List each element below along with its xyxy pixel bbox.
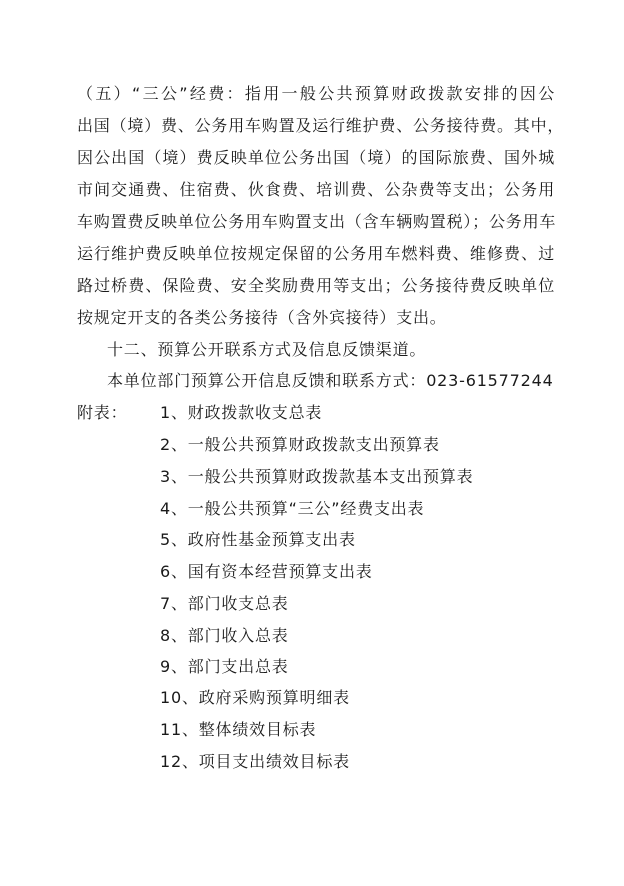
paragraph-line: 市间交通费、住宿费、伙食费、培训费、公杂费等支出；公务用 xyxy=(77,180,555,199)
paragraph-line: 按规定开支的各类公务接待（含外宾接待）支出。 xyxy=(77,308,447,327)
paragraph-line: 因公出国（境）费反映单位公务出国（境）的国际旅费、国外城 xyxy=(77,148,555,167)
contact-label: 本单位部门预算公开信息反馈和联系方式： xyxy=(107,371,427,390)
appendix-item: 10、政府采购预算明细表 xyxy=(160,688,350,707)
section-heading: 十二、预算公开联系方式及信息反馈渠道。 xyxy=(107,340,427,359)
paragraph-line: （五）“三公”经费：指用一般公共预算财政拨款安排的因公 xyxy=(77,84,555,103)
appendix-item: 1、财政拨款收支总表 xyxy=(160,403,323,422)
paragraph-line: 车购置费反映单位公务用车购置支出（含车辆购置税）；公务用车 xyxy=(77,212,557,231)
appendix-item: 3、一般公共预算财政拨款基本支出预算表 xyxy=(160,467,474,486)
paragraph-line: 运行维护费反映单位按规定保留的公务用车燃料费、维修费、过 xyxy=(77,244,555,263)
appendix-item: 6、国有资本经营预算支出表 xyxy=(160,562,373,581)
appendix-item: 8、部门收入总表 xyxy=(160,626,289,645)
paragraph-line: 路过桥费、保险费、安全奖励费用等支出；公务接待费反映单位 xyxy=(77,276,555,295)
appendix-item: 9、部门支出总表 xyxy=(160,657,289,676)
appendix-item: 12、项目支出绩效目标表 xyxy=(160,752,350,771)
appendix-item: 4、一般公共预算“三公”经费支出表 xyxy=(160,499,425,518)
paragraph-line: 出国（境）费、公务用车购置及运行维护费、公务接待费。其中， xyxy=(77,116,565,135)
appendix-item: 11、整体绩效目标表 xyxy=(160,720,317,739)
appendix-item: 7、部门收支总表 xyxy=(160,594,289,613)
appendix-item: 2、一般公共预算财政拨款支出预算表 xyxy=(160,435,440,454)
appendix-label: 附表： xyxy=(77,403,128,422)
three-public-expenses-paragraph xyxy=(77,78,565,334)
contact-line xyxy=(107,371,554,391)
contact-phone: 023-61577244 xyxy=(426,371,554,390)
appendix-item: 5、政府性基金预算支出表 xyxy=(160,530,356,549)
